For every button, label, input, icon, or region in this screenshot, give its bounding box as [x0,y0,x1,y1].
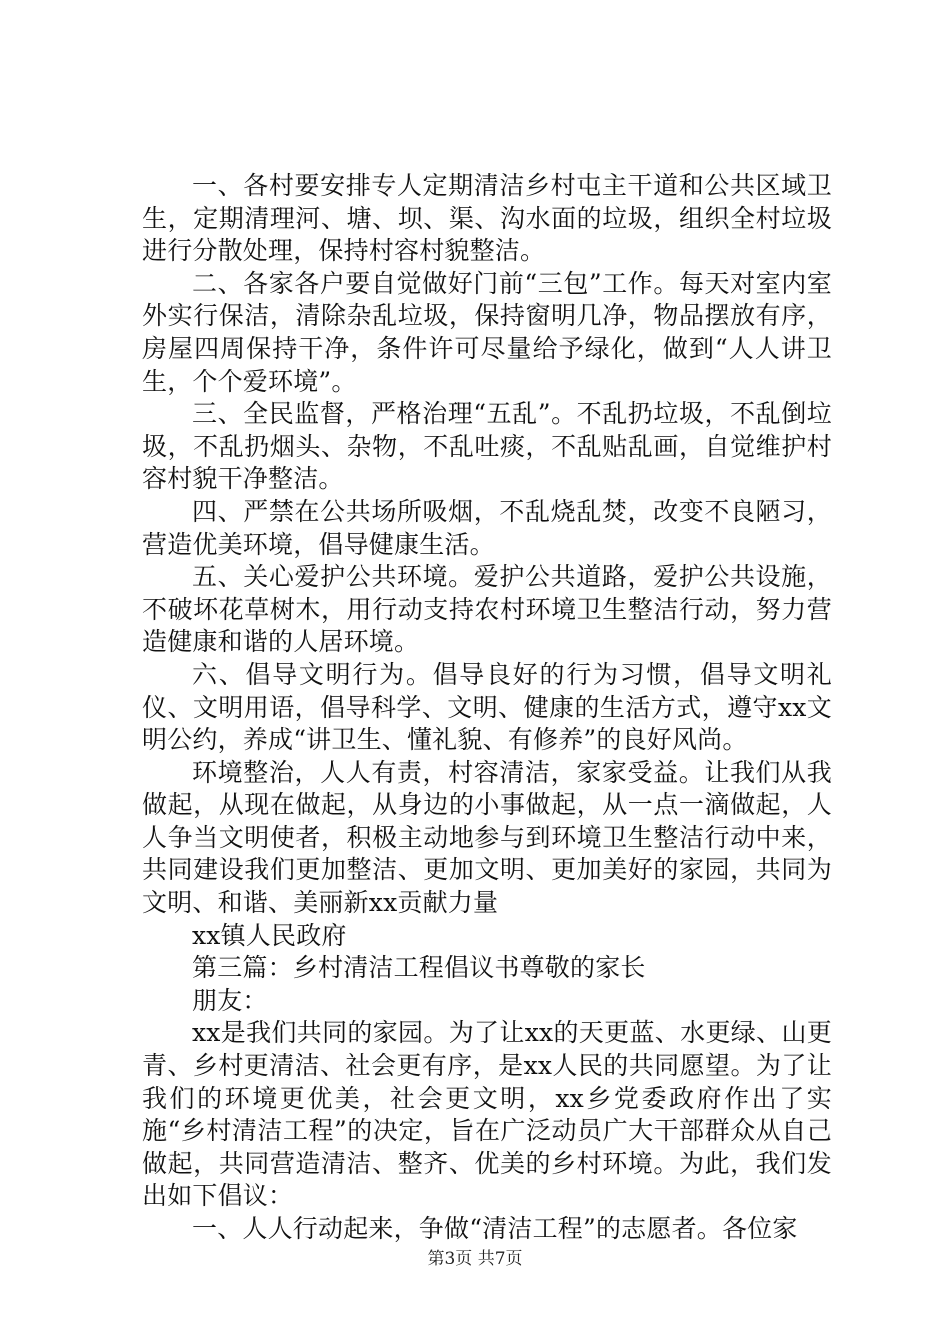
paragraph-closing: 环境整治，人人有责，村容清洁，家家受益。让我们从我做起，从现在做起，从身边的小事做起，从一点一滴做起，人人争当文明使者，积极主动地参与到环境卫生整洁行动中来，共同建设我们更加整洁、更加文明、更加美好的家园，共同为文明、和谐、美丽新xx贡献力量 [142,757,832,918]
paragraph-item-4: 四、严禁在公共场所吸烟，不乱烧乱焚，改变不良陋习，营造优美环境，倡导健康生活。 [142,496,832,559]
page-number-footer: 第3页 共7页 [427,1249,523,1269]
document-body [142,170,832,1246]
paragraph-item-3: 三、全民监督，严格治理“五乱”。不乱扔垃圾，不乱倒垃圾，不乱扔烟头、杂物，不乱吐痰，不乱贴乱画，自觉维护村容村貌干净整洁。 [142,399,832,494]
paragraph-item-2: 二、各家各户要自觉做好门前“三包”工作。每天对室内室外实行保洁，清除杂乱垃圾，保持窗明几净，物品摆放有序，房屋四周保持干净，条件许可尽量给予绿化，做到“人人讲卫生，个个爱环境”。 [142,268,832,396]
paragraph-item-5: 五、关心爱护公共环境。爱护公共道路，爱护公共设施，不破坏花草树木，用行动支持农村环境卫生整洁行动，努力营造健康和谐的人居环境。 [142,562,832,657]
paragraph-intro: xx是我们共同的家园。为了让xx的天更蓝、水更绿、山更青、乡村更清洁、社会更有序，是xx人民的共同愿望。为了让我们的环境更优美，社会更文明，xx乡党委政府作出了实施“乡村清洁工程”的决定，旨在广泛动员广大干部群众从自己做起，共同营造清洁、整齐、优美的乡村环境。为此，我们发出如下倡议： [142,1018,832,1211]
signature-line: xx镇人民政府 [192,920,347,950]
section-heading: 第三篇：乡村清洁工程倡议书尊敬的家长 [192,953,646,983]
paragraph-proposal-1: 一、人人行动起来，争做“清洁工程”的志愿者。各位家 [192,1214,798,1243]
paragraph-item-6: 六、倡导文明行为。倡导良好的行为习惯，倡导文明礼仪、文明用语，倡导科学、文明、健康的生活方式，遵守xx文明公约，养成“讲卫生、懂礼貌、有修养”的良好风尚。 [142,659,832,755]
salutation-line: 朋友： [192,985,268,1015]
paragraph-item-1: 一、各村要安排专人定期清洁乡村屯主干道和公共区域卫生，定期清理河、塘、坝、渠、沟水面的垃圾，组织全村垃圾进行分散处理，保持村容村貌整洁。 [142,171,832,266]
